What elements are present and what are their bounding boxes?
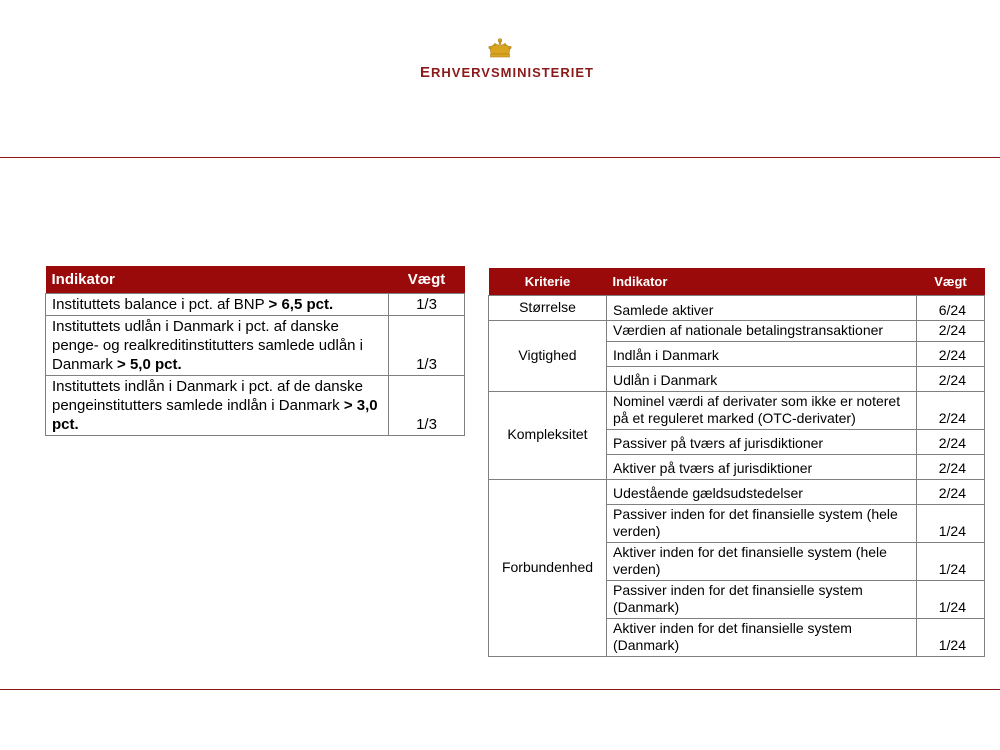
weight-cell: 2/24 (917, 366, 985, 391)
indicator-text: Instituttets udlån i Danmark i pct. af danske penge- og realkreditinstitutters samlede udlån i Danmark (52, 318, 364, 373)
weight-cell: 2/24 (917, 429, 985, 454)
ministry-logo (420, 38, 594, 94)
indicator-cell: Samlede aktiver (607, 296, 917, 321)
indicator-cell: Aktiver inden for det finansielle system (hele verden) (607, 542, 917, 580)
weight-cell: 2/24 (917, 454, 985, 479)
threshold-text: > 6,5 pct. (268, 296, 334, 313)
table-row (489, 296, 985, 321)
weight-cell: 1/24 (917, 618, 985, 656)
weight-cell: 1/3 (389, 376, 465, 436)
table-row (489, 391, 985, 429)
top-divider (0, 157, 1000, 158)
indicator-text: Instituttets balance i pct. af BNP (52, 296, 269, 313)
indicator-cell: Udlån i Danmark (607, 366, 917, 391)
indicator-table-right (488, 268, 985, 657)
weight-cell: 2/24 (917, 321, 985, 342)
indicator-cell (46, 376, 389, 436)
indicator-cell: Passiver inden for det finansielle system (hele verden) (607, 504, 917, 542)
indicator-cell: Aktiver inden for det finansielle system (Danmark) (607, 618, 917, 656)
weight-cell: 1/3 (389, 294, 465, 316)
weight-cell: 2/24 (917, 391, 985, 429)
weight-cell: 1/24 (917, 504, 985, 542)
header-weight: Vægt (917, 268, 985, 296)
table-row (489, 479, 985, 504)
header-weight: Vægt (389, 266, 465, 294)
weight-cell: 6/24 (917, 296, 985, 321)
criterion-cell: Kompleksitet (489, 391, 607, 479)
criterion-cell: Størrelse (489, 296, 607, 321)
royal-crown-icon (487, 38, 513, 60)
bottom-divider (0, 689, 1000, 690)
header-criterion: Kriterie (489, 268, 607, 296)
table-header-row (46, 266, 465, 294)
header-indicator: Indikator (607, 268, 917, 296)
indicator-cell: Passiver på tværs af jurisdiktioner (607, 429, 917, 454)
threshold-text: > 5,0 pct. (117, 356, 182, 373)
indicator-cell: Udestående gældsudstedelser (607, 479, 917, 504)
indicator-table-left (45, 266, 465, 436)
indicator-cell (46, 316, 389, 376)
indicator-cell: Passiver inden for det finansielle system (Danmark) (607, 580, 917, 618)
threshold-text: > 3,0 pct. (52, 397, 378, 433)
header-indicator: Indikator (46, 266, 389, 294)
indicator-cell: Indlån i Danmark (607, 341, 917, 366)
indicator-text: Instituttets indlån i Danmark i pct. af de danske pengeinstitutters samlede indlån i Danmark (52, 378, 363, 414)
weight-cell: 2/24 (917, 341, 985, 366)
criterion-cell: Forbundenhed (489, 479, 607, 656)
indicator-cell: Værdien af nationale betalingstransaktioner (607, 321, 917, 342)
indicator-cell (46, 294, 389, 316)
table-row (489, 321, 985, 342)
table-row (46, 294, 465, 316)
indicator-cell: Aktiver på tværs af jurisdiktioner (607, 454, 917, 479)
weight-cell: 1/3 (389, 316, 465, 376)
weight-cell: 2/24 (917, 479, 985, 504)
table-row (46, 376, 465, 436)
table-row (46, 316, 465, 376)
criterion-cell: Vigtighed (489, 321, 607, 392)
ministry-name: ERHVERVSMINISTERIET (420, 64, 594, 81)
indicator-cell: Nominel værdi af derivater som ikke er noteret på et reguleret marked (OTC-derivater) (607, 391, 917, 429)
weight-cell: 1/24 (917, 580, 985, 618)
weight-cell: 1/24 (917, 542, 985, 580)
table-header-row (489, 268, 985, 296)
